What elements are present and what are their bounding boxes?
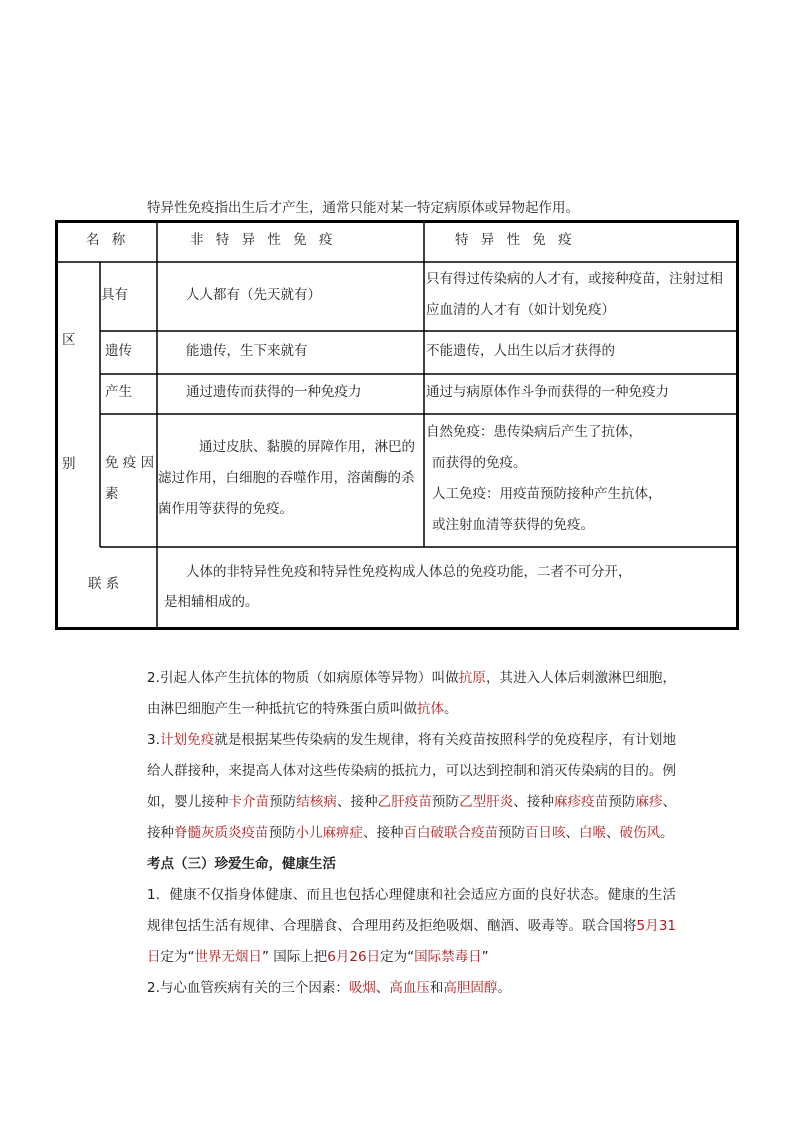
row-factor-nonspecific-line1: 通过皮肤、黏膜的屏障作用，淋巴的 <box>199 439 415 455</box>
header-specific: 特 异 性 免 疫 <box>455 232 576 248</box>
relation-label: 联 系 <box>88 576 120 592</box>
header-name: 名 称 <box>86 232 130 248</box>
row-have-specific-line2: 应血清的人才有（如计划免疫） <box>426 302 615 318</box>
term-antigen: 抗原 <box>458 670 486 686</box>
row-factor-specific-line2: 而获得的免疫。 <box>432 455 527 471</box>
row-label-factor-line1: 免 疫 因 <box>105 455 155 471</box>
relation-text-line1: 人体的非特异性免疫和特异性免疫构成人体总的免疫功能，二者不可分开， <box>186 564 632 580</box>
row-factor-specific-line4: 或注射血清等获得的免疫。 <box>432 517 594 533</box>
body-paragraphs <box>120 663 676 1004</box>
row-factor-specific-line1: 自然免疫：患传染病后产生了抗体， <box>426 424 642 440</box>
paragraph-antigen: 2.引起人体产生抗体的物质（如病原体等异物）叫做抗原，其进入人体后刺激淋巴细胞，由淋巴细胞产生一种抵抗它的特殊蛋白质叫做抗体。 <box>147 670 677 717</box>
row-label-origin: 产生 <box>105 384 132 400</box>
row-label-heredity: 遗传 <box>105 343 132 359</box>
intro-text: 特异性免疫指出生后才产生，通常只能对某一特定病原体或异物起作用。 <box>147 200 579 216</box>
paragraph-planned-immunization: 3.计划免疫就是根据某些传染病的发生规律，将有关疫苗按照科学的免疫程序，有计划地给人群接种，来提高人体对这些传染病的抵抗力，可以达到控制和消灭传染病的目的。例如，婴儿接种卡介苗预防结核病、接种乙肝疫苗预防乙型肝炎、接种麻疹疫苗预防麻疹、接种脊髓灰质炎疫苗预防小儿麻痹症、接种百白破联合疫苗预防百日咳、白喉、破伤风。 <box>147 732 677 841</box>
header-nonspecific: 非 特 异 性 免 疫 <box>190 232 337 248</box>
row-heredity-nonspecific: 能遗传，生下来就有 <box>186 343 308 359</box>
term-planned-immunization: 计划免疫 <box>159 732 215 748</box>
row-have-specific-line1: 只有得过传染病的人才有，或接种疫苗，注射过相 <box>426 271 723 287</box>
row-have-nonspecific: 人人都有（先天就有） <box>186 287 321 303</box>
term-antibody: 抗体 <box>417 701 444 717</box>
diff-label-top: 区 <box>62 332 76 348</box>
row-factor-nonspecific-line2: 滤过作用，白细胞的吞噬作用，溶菌酶的杀 <box>158 470 415 486</box>
row-heredity-specific: 不能遗传，人出生以后才获得的 <box>426 343 615 359</box>
relation-text-line2: 是相辅相成的。 <box>164 594 259 610</box>
diff-label-bottom: 别 <box>62 456 76 472</box>
row-label-factor-line2: 素 <box>105 486 119 502</box>
row-factor-specific-line3: 人工免疫：用疫苗预防接种产生抗体， <box>432 486 662 502</box>
paragraph-cardio-factors: 2.与心血管疾病有关的三个因素：吸烟、高血压和高胆固醇。 <box>147 980 511 996</box>
section-title: 考点（三）珍爱生命，健康生活 <box>147 856 336 872</box>
row-factor-nonspecific-line3: 菌作用等获得的免疫。 <box>158 501 293 517</box>
row-label-have: 具有 <box>101 287 128 303</box>
row-origin-specific: 通过与病原体作斗争而获得的一种免疫力 <box>426 384 669 400</box>
row-origin-nonspecific: 通过遗传而获得的一种免疫力 <box>186 384 362 400</box>
paragraph-health: 1．健康不仅指身体健康、而且也包括心理健康和社会适应方面的良好状态。健康的生活规律包括生活有规律、合理膳食、合理用药及拒绝吸烟、酗酒、吸毒等。联合国将5月31日定为“世界无烟日” 国际上把6月26日定为“国际禁毒日” <box>147 887 676 965</box>
